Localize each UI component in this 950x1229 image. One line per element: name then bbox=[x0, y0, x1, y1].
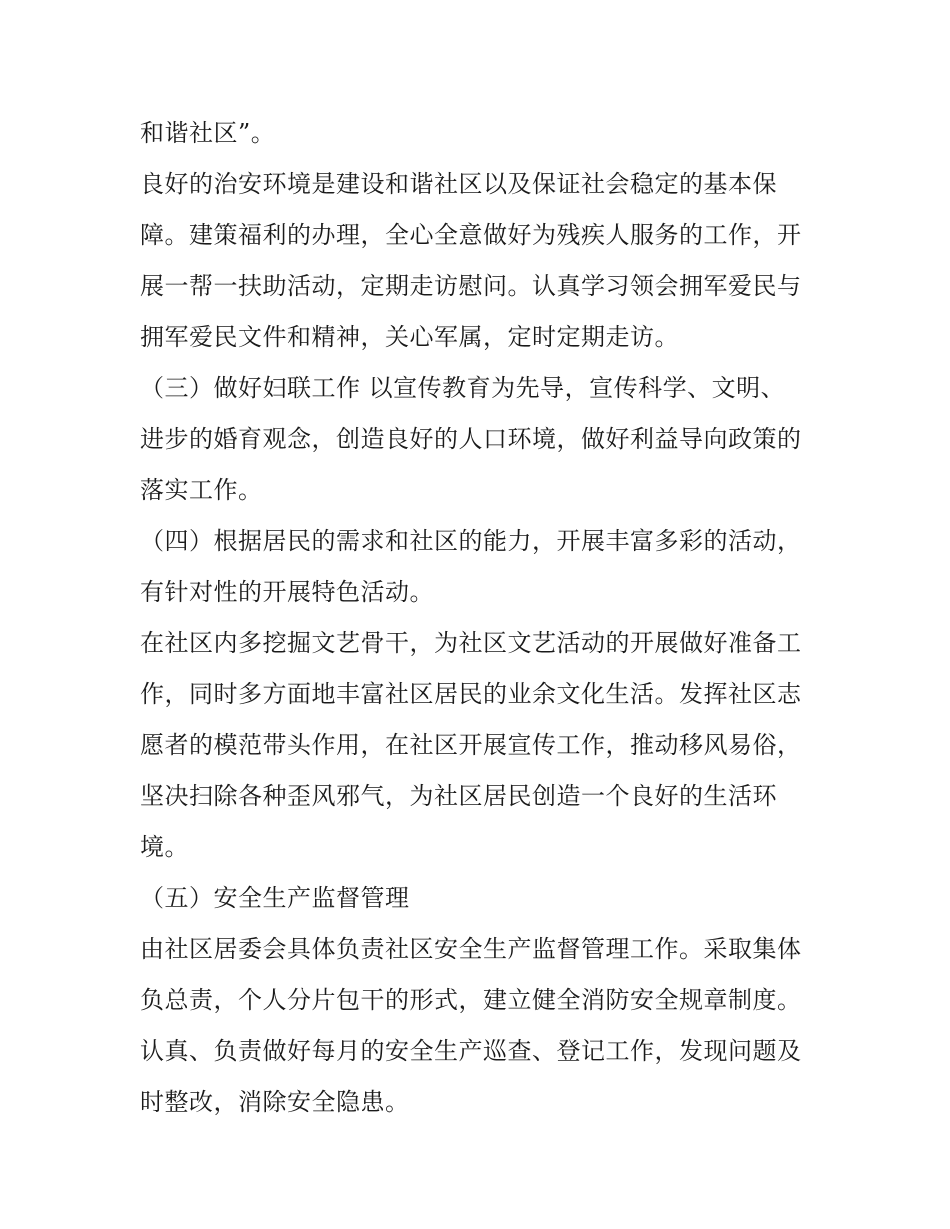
text-line: 坚决扫除各种歪风邪气，为社区居民创造一个良好的生活环 bbox=[140, 782, 777, 810]
text-line: 愿者的模范带头作用，在社区开展宣传工作，推动移风易俗， bbox=[140, 731, 802, 759]
section-heading-line: （三）做好妇联工作 以宣传教育为先导，宣传科学、文明、 bbox=[140, 374, 786, 402]
section-heading-line: （四）根据居民的需求和社区的能力，开展丰富多彩的活动， bbox=[140, 527, 802, 555]
text-line: 和谐社区”。 bbox=[140, 119, 276, 147]
text-line: 认真、负责做好每月的安全生产巡查、登记工作，发现问题及 bbox=[140, 1037, 802, 1065]
text-line: 由社区居委会具体负责社区安全生产监督管理工作。采取集体 bbox=[140, 935, 802, 963]
text-line: 落实工作。 bbox=[140, 476, 263, 504]
text-line: 有针对性的开展特色活动。 bbox=[140, 578, 434, 606]
text-line: 展一帮一扶助活动，定期走访慰问。认真学习领会拥军爱民与 bbox=[140, 272, 802, 300]
text-line: 拥军爱民文件和精神，关心军属，定时定期走访。 bbox=[140, 323, 679, 351]
document-body bbox=[140, 108, 820, 1128]
text-line: 障。建策福利的办理，全心全意做好为残疾人服务的工作，开 bbox=[140, 221, 802, 249]
text-line: 作，同时多方面地丰富社区居民的业余文化生活。发挥社区志 bbox=[140, 680, 802, 708]
text-line: 负总责，个人分片包干的形式，建立健全消防安全规章制度。 bbox=[140, 986, 802, 1014]
text-line: 良好的治安环境是建设和谐社区以及保证社会稳定的基本保 bbox=[140, 170, 777, 198]
text-line: 在社区内多挖掘文艺骨干，为社区文艺活动的开展做好准备工 bbox=[140, 629, 802, 657]
text-line: 进步的婚育观念，创造良好的人口环境，做好利益导向政策的 bbox=[140, 425, 802, 453]
text-line: 时整改，消除安全隐患。 bbox=[140, 1088, 410, 1116]
text-line: 境。 bbox=[140, 833, 189, 861]
section-heading-line: （五）安全生产监督管理 bbox=[140, 884, 410, 912]
